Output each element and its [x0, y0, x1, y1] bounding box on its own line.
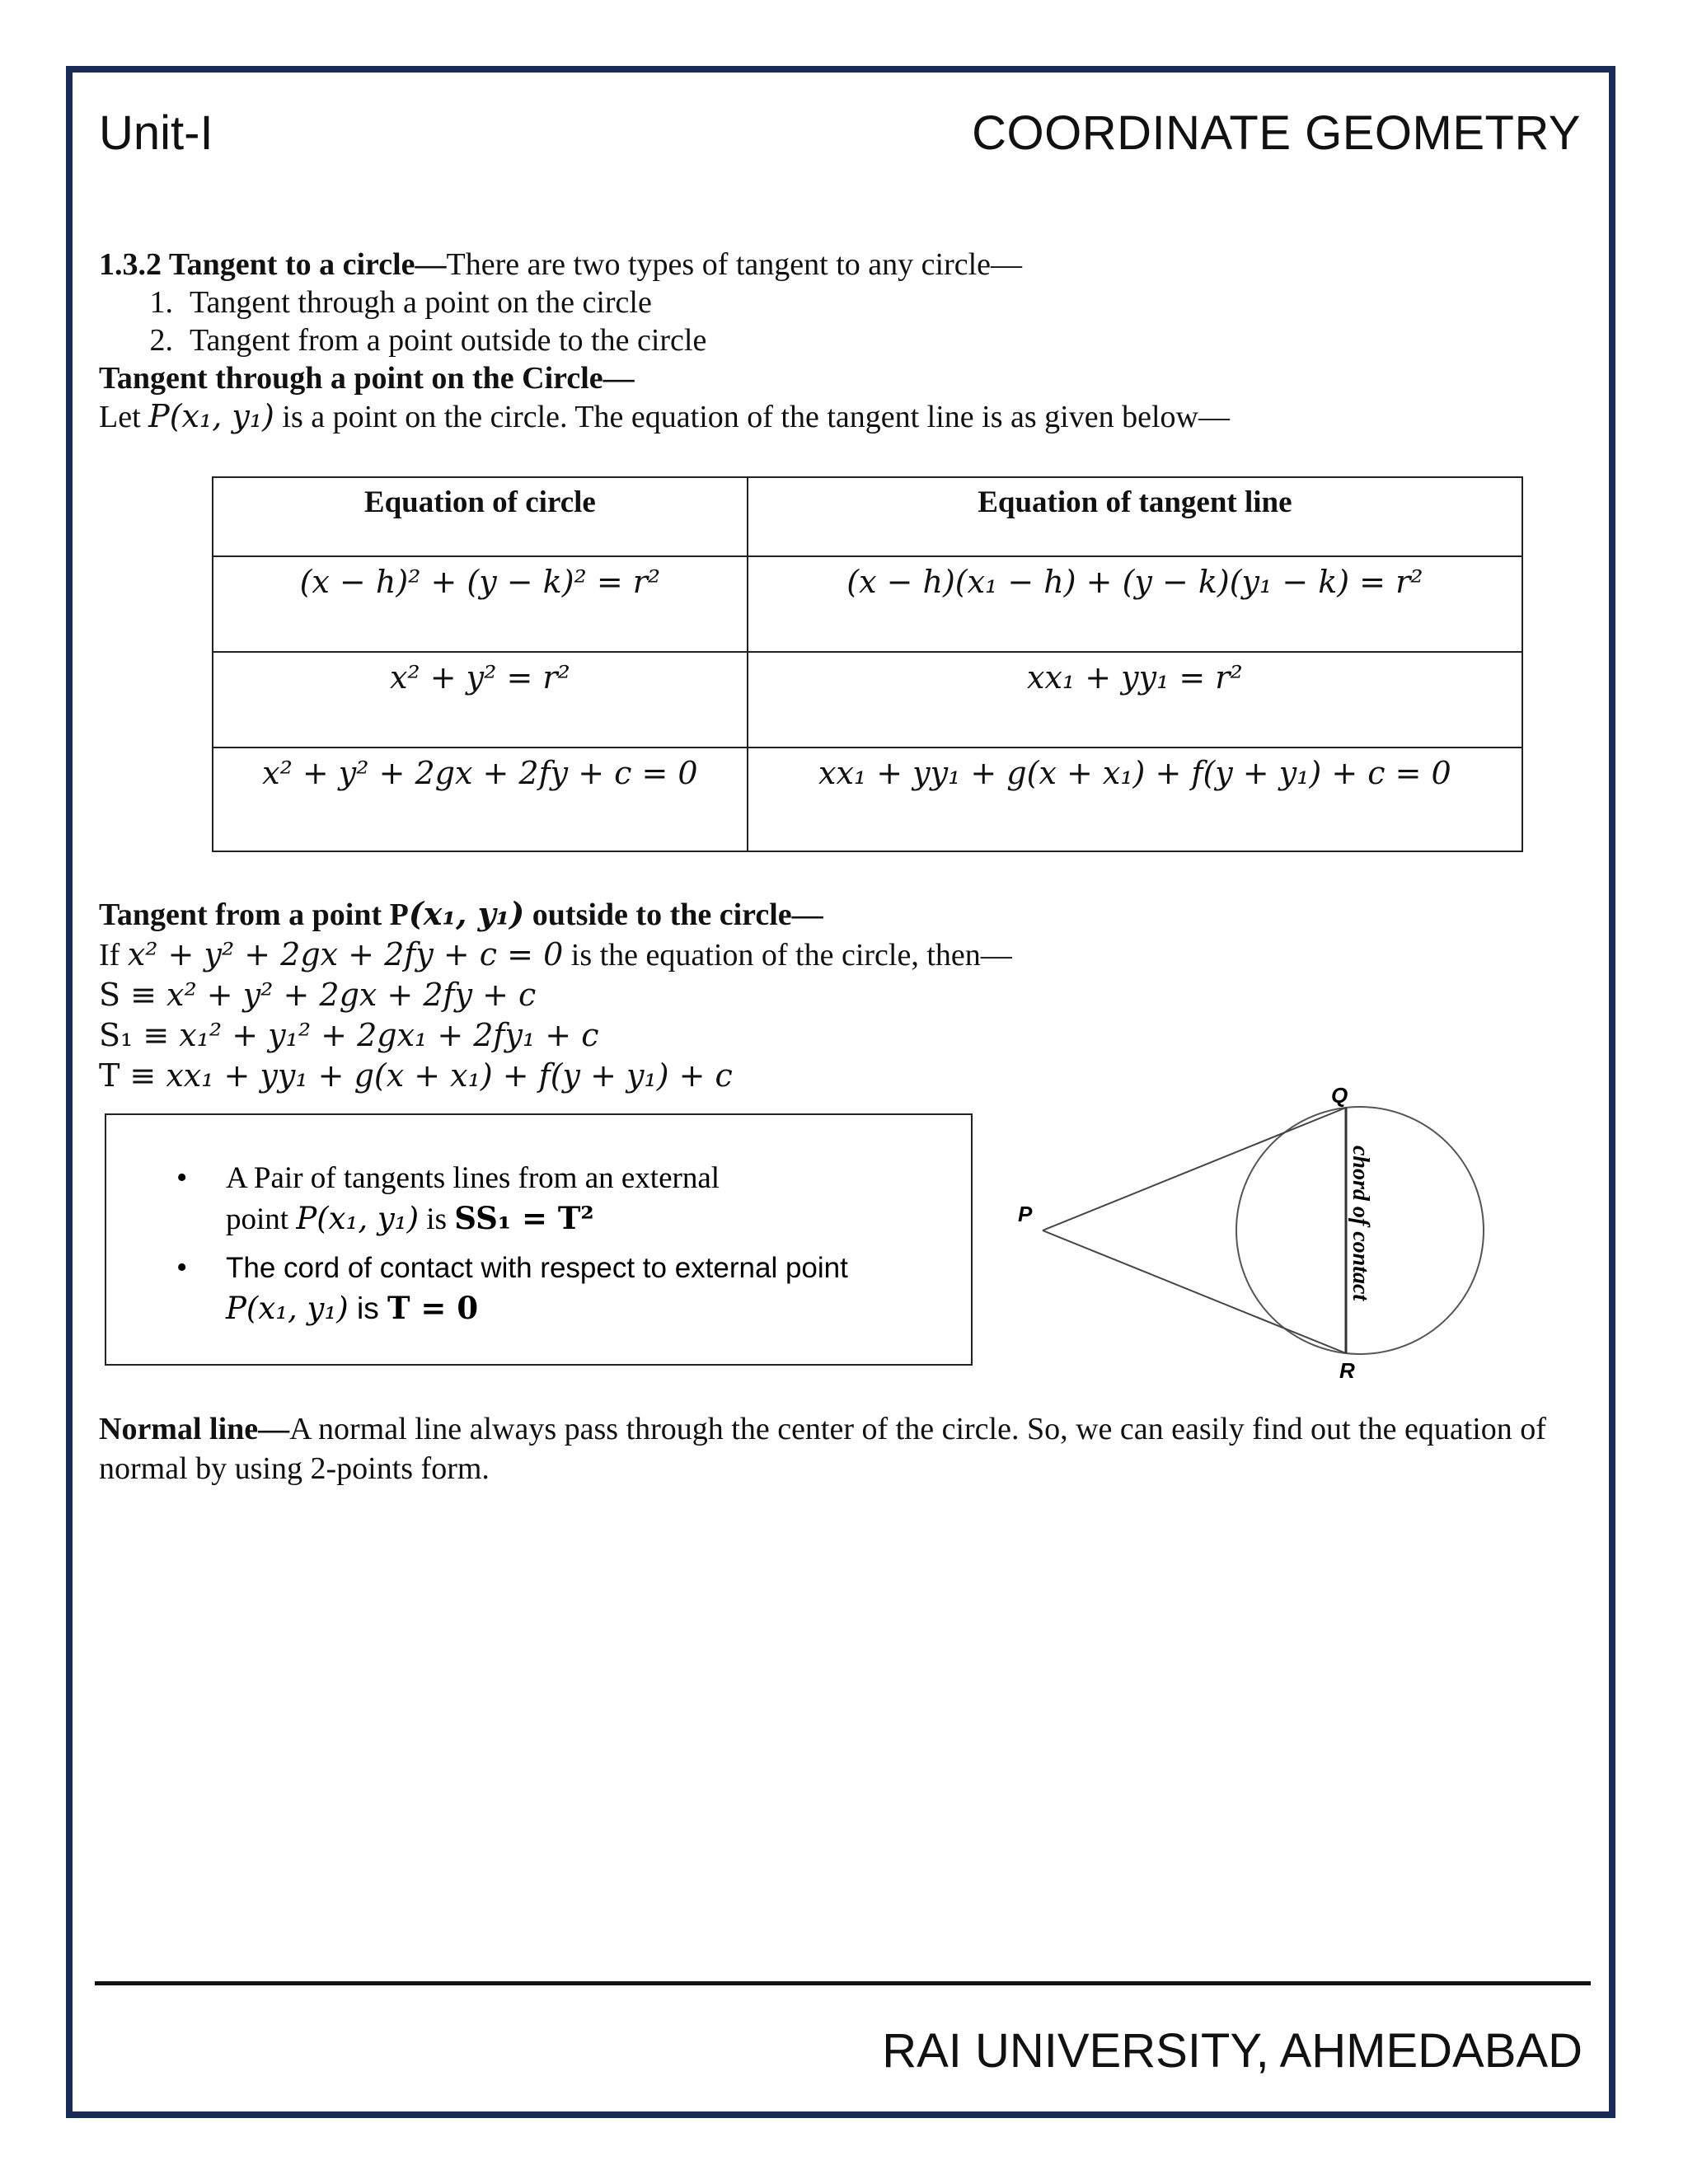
bullet-2-line-1: The cord of contact with respect to external point — [226, 1252, 848, 1284]
sub-heading: Tangent through a point on the Circle— — [99, 361, 635, 396]
table-cell: (x − h)² + (y − k)² = r² — [213, 556, 748, 652]
table-cell: (x − h)(x₁ − h) + (y − k)(y₁ − k) = r² — [748, 556, 1522, 652]
table-cell: x² + y² + 2gx + 2fy + c = 0 — [213, 748, 748, 851]
label-q: Q — [1331, 1083, 1348, 1108]
s-equation: x² + y² + 2gx + 2fy + c — [166, 977, 537, 1013]
footer-university: RAI UNIVERSITY, AHMEDABAD — [882, 2024, 1582, 2078]
bullet-1-line-2 — [226, 1199, 594, 1239]
bullet-2-is: is — [348, 1291, 388, 1325]
t-label: T ≡ — [99, 1057, 166, 1094]
let-suffix: is a point on the circle. The equation of the tangent line is as given below— — [274, 400, 1230, 434]
bullet-icon: • — [176, 1160, 188, 1195]
type-1: Tangent through a point on the circle — [190, 285, 652, 320]
table-row — [213, 556, 1522, 652]
subject-title: COORDINATE GEOMETRY — [972, 106, 1581, 160]
type-2: Tangent from a point outside to the circle — [190, 323, 707, 358]
circle-equation: x² + y² + 2gx + 2fy + c = 0 — [127, 936, 564, 972]
tangent-line-pq — [1043, 1108, 1346, 1230]
list-item: 2. Tangent from a point outside to the circle — [149, 323, 707, 358]
chord-label: chord of contact — [1348, 1146, 1373, 1301]
pair-of-tangents-equation: SS₁ = T² — [454, 1200, 594, 1236]
chord-of-contact-equation: T = 0 — [387, 1290, 479, 1326]
table-cell: x² + y² = r² — [213, 652, 748, 748]
bullet-1-line-1: A Pair of tangents lines from an external — [226, 1161, 720, 1195]
normal-line-paragraph — [99, 1409, 1591, 1488]
if-suffix: is the equation of the circle, then— — [563, 938, 1012, 972]
tangent-section — [99, 246, 1591, 436]
normal-heading: Normal line— — [99, 1412, 290, 1446]
bullet-1-point: P(x₁, y₁) — [296, 1201, 420, 1236]
t-equation: xx₁ + yy₁ + g(x + x₁) + f(y + y₁) + c — [166, 1057, 733, 1094]
label-r: R — [1339, 1358, 1355, 1383]
point-p: P(x₁, y₁) — [148, 398, 274, 434]
table-header-row — [213, 477, 1522, 556]
bullet-1-prefix: point — [226, 1202, 297, 1236]
col-header-tangent: Equation of tangent line — [748, 477, 1522, 556]
table-cell: xx₁ + yy₁ + g(x + x₁) + f(y + y₁) + c = 0 — [748, 748, 1522, 851]
outside-point-section — [99, 894, 1591, 1096]
section-heading: 1.3.2 Tangent to a circle— — [99, 247, 447, 282]
s-label: S ≡ — [99, 977, 167, 1013]
footer-divider — [95, 1981, 1591, 1985]
tangent-equations-table — [212, 476, 1523, 852]
normal-text: A normal line always pass through the center of the circle. So, we can easily find out the equation of normal by using 2-points form. — [99, 1412, 1546, 1486]
if-prefix: If — [99, 938, 128, 972]
bullet-1-is: is — [419, 1202, 455, 1236]
chord-of-contact-diagram — [993, 1071, 1554, 1385]
tangent-line-pr — [1043, 1230, 1346, 1353]
outside-heading-a: Tangent from a point P — [99, 898, 409, 932]
bullet-2-line-2 — [226, 1289, 478, 1328]
s1-equation: x₁² + y₁² + 2gx₁ + 2fy₁ + c — [179, 1017, 599, 1053]
key-results-box — [105, 1113, 973, 1366]
label-p: P — [1018, 1202, 1033, 1226]
list-item: 1. Tangent through a point on the circle — [149, 285, 652, 320]
bullet-2-point: P(x₁, y₁) — [226, 1291, 349, 1326]
let-prefix: Let — [99, 400, 149, 434]
s1-label: S₁ ≡ — [99, 1017, 180, 1053]
table-row — [213, 652, 1522, 748]
bullet-icon: • — [176, 1250, 188, 1285]
col-header-circle: Equation of circle — [213, 477, 748, 556]
section-intro: There are two types of tangent to any circle— — [446, 247, 1023, 282]
unit-label: Unit-I — [99, 106, 213, 160]
outside-heading-b: outside to the circle— — [524, 898, 823, 932]
table-row — [213, 748, 1522, 851]
outside-heading-point: (x₁, y₁) — [408, 895, 525, 932]
table-cell: xx₁ + yy₁ = r² — [748, 652, 1522, 748]
